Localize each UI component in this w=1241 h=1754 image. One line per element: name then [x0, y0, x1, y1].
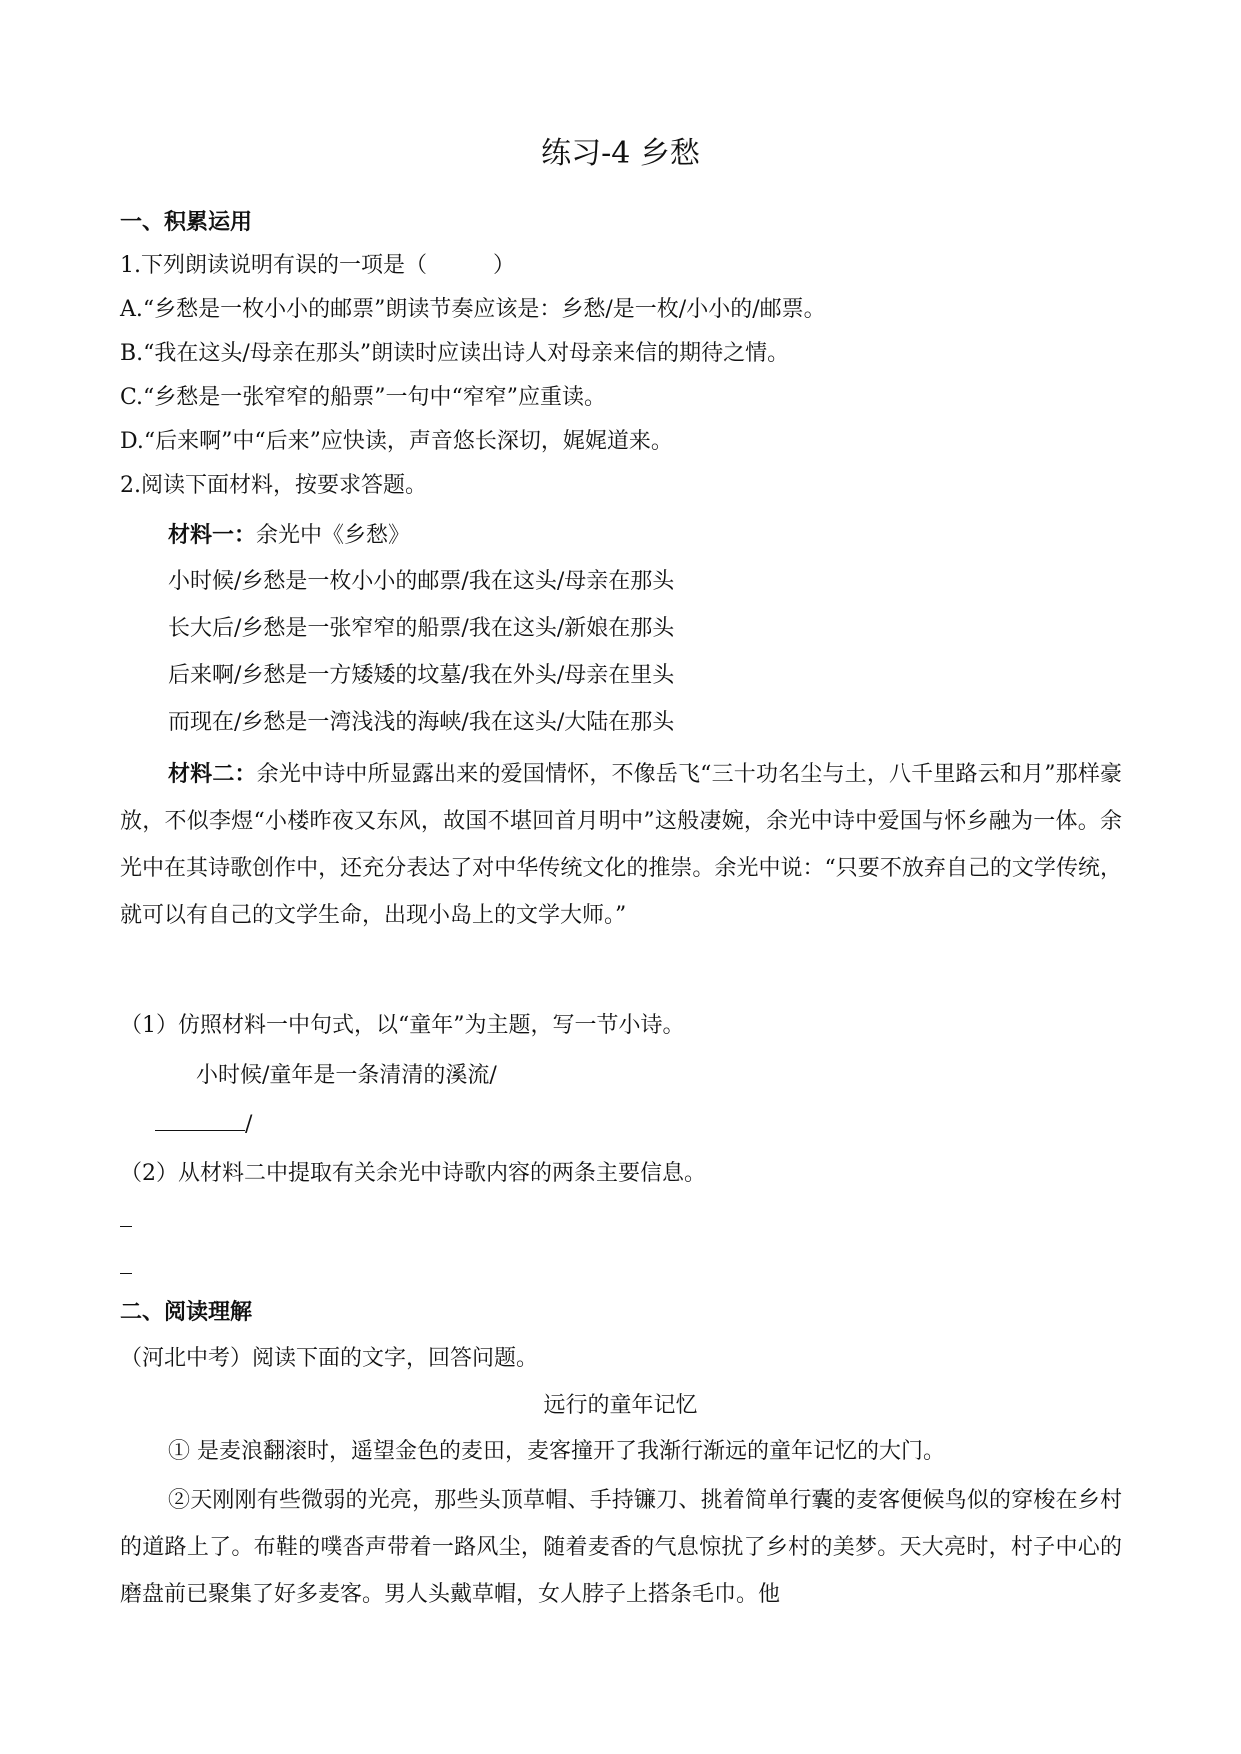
- article-paragraph-2: ②天刚刚有些微弱的光亮，那些头顶草帽、手持镰刀、挑着简单行囊的麦客便候鸟似的穿梭在乡村的道路上了。布鞋的噗沓声带着一路风尘，随着麦香的气息惊扰了乡村的美梦。天大亮时，村子中心的磨盘前已聚集了好多麦客。男人头戴草帽，女人脖子上搭条毛巾。他: [120, 1488, 1122, 1607]
- section-heading-accumulation: 一、积累运用: [120, 209, 253, 235]
- material-2-label: 材料二：: [168, 761, 257, 787]
- poem-line: 长大后/乡愁是一张窄窄的船票/我在这头/新娘在那头: [168, 616, 675, 641]
- material-1-header: [168, 520, 1178, 551]
- article-paragraph-1: ① 是麦浪翻滚时，遥望金色的麦田，麦客撞开了我渐行渐远的童年记忆的大门。: [168, 1439, 945, 1464]
- answer-blank-dash[interactable]: [120, 1273, 132, 1274]
- material-1-title: 余光中《乡愁》: [256, 523, 411, 548]
- question-1-option-d: D.“后来啊”中“后来”应快读，声音悠长深切，娓娓道来。: [120, 429, 673, 454]
- answer-blank-dash[interactable]: [120, 1226, 132, 1227]
- sub-question-2: （2）从材料二中提取有关余光中诗歌内容的两条主要信息。: [120, 1161, 706, 1186]
- material-1-label: 材料一：: [168, 522, 257, 548]
- question-1-option-c: C.“乡愁是一张窄窄的船票”一句中“窄窄”应重读。: [120, 385, 607, 410]
- reading-intro: （河北中考）阅读下面的文字，回答问题。: [120, 1346, 539, 1371]
- question-1-stem: 1.下列朗读说明有误的一项是（ ）: [120, 253, 515, 278]
- poem-line: 后来啊/乡愁是一方矮矮的坟墓/我在外头/母亲在里头: [168, 663, 675, 688]
- material-2-paragraph: [120, 751, 1122, 939]
- question-1-option-a: A.“乡愁是一枚小小的邮票”朗读节奏应该是：乡愁/是一枚/小小的/邮票。: [120, 297, 826, 322]
- sub-question-1: （1）仿照材料一中句式，以“童年”为主题，写一节小诗。: [120, 1013, 685, 1038]
- article-title: 远行的童年记忆: [543, 1393, 698, 1418]
- section-heading-reading: 二、阅读理解: [120, 1299, 253, 1325]
- question-1-option-b: B.“我在这头/母亲在那头”朗读时应读出诗人对母亲来信的期待之情。: [120, 341, 790, 366]
- material-2-text: 余光中诗中所显露出来的爱国情怀，不像岳飞“三十功名尘与土，八千里路云和月”那样豪放，不似李煜“小楼昨夜又东风，故国不堪回首月明中”这般凄婉，余光中诗中爱国与怀乡融为一体。余光中在其诗歌创作中，还充分表达了对中华传统文化的推崇。余光中说：“只要不放弃自己的文学传统，就可以有自己的文学生命，出现小岛上的文学大师。”: [120, 762, 1122, 928]
- question-2-stem: 2.阅读下面材料，按要求答题。: [120, 473, 427, 498]
- sub-question-1-answer-line[interactable]: [155, 1110, 1165, 1140]
- answer-blank[interactable]: [155, 1110, 245, 1131]
- answer-blank-suffix: /: [245, 1112, 253, 1137]
- sub-question-1-example: 小时候/童年是一条清清的溪流/: [196, 1063, 497, 1088]
- page-title: 练习-4 乡愁: [541, 136, 700, 171]
- poem-line: 而现在/乡愁是一湾浅浅的海峡/我在这头/大陆在那头: [168, 710, 675, 735]
- poem-line: 小时候/乡愁是一枚小小的邮票/我在这头/母亲在那头: [168, 569, 675, 594]
